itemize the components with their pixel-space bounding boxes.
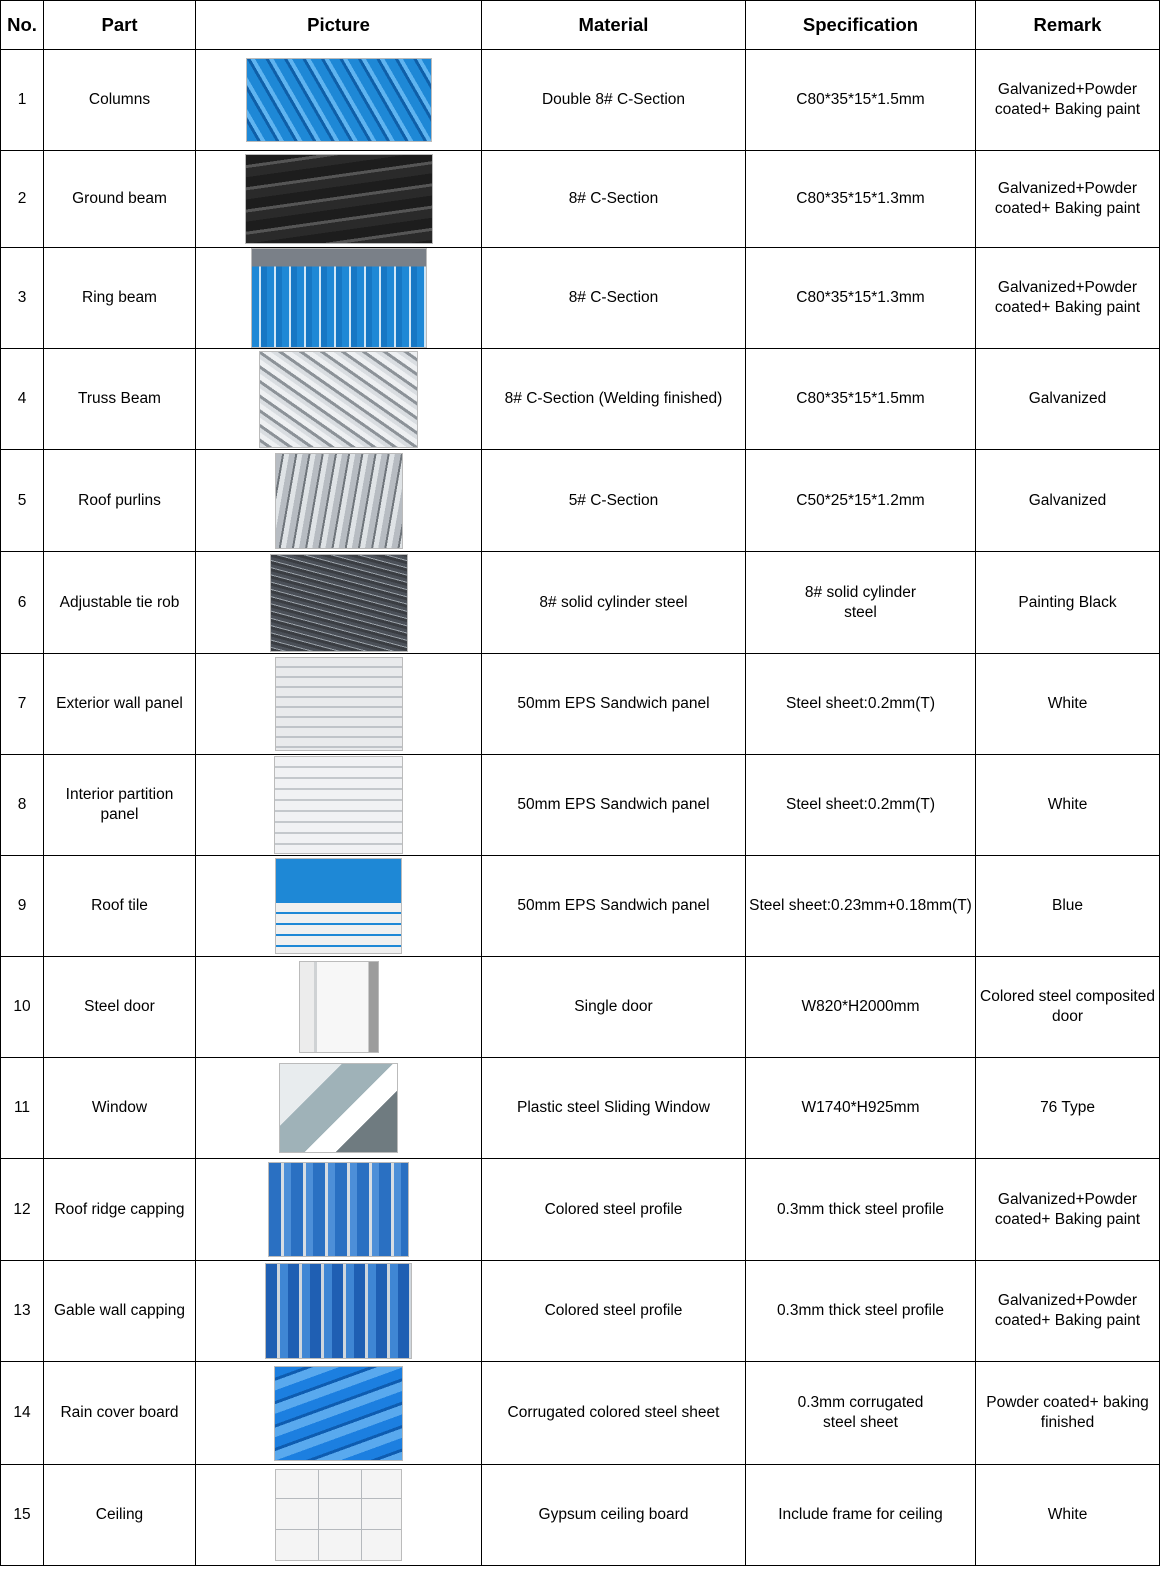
row-no: 5 bbox=[1, 450, 44, 552]
row-specification: Steel sheet:0.23mm+0.18mm(T) bbox=[746, 856, 976, 957]
row-picture bbox=[196, 450, 482, 552]
row-remark: Galvanized+Powder coated+ Baking paint bbox=[976, 50, 1160, 151]
table-row bbox=[1, 957, 1160, 1058]
row-part: Columns bbox=[44, 50, 196, 151]
row-specification: 0.3mm corrugated steel sheet bbox=[746, 1362, 976, 1465]
white-sandwich-panel-photo bbox=[275, 657, 403, 751]
table-row bbox=[1, 50, 1160, 151]
row-no: 2 bbox=[1, 151, 44, 248]
row-no: 10 bbox=[1, 957, 44, 1058]
table-row bbox=[1, 349, 1160, 450]
row-remark: Galvanized+Powder coated+ Baking paint bbox=[976, 1261, 1160, 1362]
row-no: 15 bbox=[1, 1465, 44, 1566]
row-picture bbox=[196, 349, 482, 450]
row-picture bbox=[196, 856, 482, 957]
row-remark: Powder coated+ baking finished bbox=[976, 1362, 1160, 1465]
row-specification: Steel sheet:0.2mm(T) bbox=[746, 755, 976, 856]
row-material: 8# C-Section (Welding finished) bbox=[482, 349, 746, 450]
ridge-capping-profile-photo bbox=[268, 1162, 409, 1257]
row-material: Plastic steel Sliding Window bbox=[482, 1058, 746, 1159]
table-row bbox=[1, 1362, 1160, 1465]
table-body bbox=[1, 50, 1160, 1566]
row-part: Interior partition panel bbox=[44, 755, 196, 856]
header-no: No. bbox=[1, 1, 44, 50]
black-tie-rods-photo bbox=[270, 554, 408, 652]
row-part: Gable wall capping bbox=[44, 1261, 196, 1362]
row-remark: Painting Black bbox=[976, 552, 1160, 654]
row-no: 11 bbox=[1, 1058, 44, 1159]
table-row bbox=[1, 248, 1160, 349]
row-specification: W1740*H925mm bbox=[746, 1058, 976, 1159]
row-picture bbox=[196, 248, 482, 349]
table-row bbox=[1, 1465, 1160, 1566]
row-remark: Galvanized+Powder coated+ Baking paint bbox=[976, 1159, 1160, 1261]
row-picture bbox=[196, 552, 482, 654]
table-row bbox=[1, 654, 1160, 755]
row-specification: 0.3mm thick steel profile bbox=[746, 1159, 976, 1261]
blue-roof-tile-photo bbox=[275, 858, 402, 954]
row-material: Single door bbox=[482, 957, 746, 1058]
row-remark: Galvanized bbox=[976, 349, 1160, 450]
table-row bbox=[1, 755, 1160, 856]
row-remark: White bbox=[976, 755, 1160, 856]
row-no: 3 bbox=[1, 248, 44, 349]
row-part: Roof purlins bbox=[44, 450, 196, 552]
table-row bbox=[1, 552, 1160, 654]
row-material: Colored steel profile bbox=[482, 1261, 746, 1362]
row-no: 9 bbox=[1, 856, 44, 957]
table-row bbox=[1, 151, 1160, 248]
row-part: Steel door bbox=[44, 957, 196, 1058]
row-remark: 76 Type bbox=[976, 1058, 1160, 1159]
row-material: Corrugated colored steel sheet bbox=[482, 1362, 746, 1465]
row-picture bbox=[196, 1058, 482, 1159]
blue-corrugated-sheet-photo bbox=[274, 1366, 403, 1461]
row-material: 8# C-Section bbox=[482, 151, 746, 248]
header-part: Part bbox=[44, 1, 196, 50]
blue-c-section-columns-photo bbox=[246, 58, 432, 142]
row-specification: C80*35*15*1.5mm bbox=[746, 349, 976, 450]
row-material: Colored steel profile bbox=[482, 1159, 746, 1261]
row-material: 5# C-Section bbox=[482, 450, 746, 552]
row-specification: 8# solid cylinder steel bbox=[746, 552, 976, 654]
row-specification: C50*25*15*1.2mm bbox=[746, 450, 976, 552]
row-remark: Blue bbox=[976, 856, 1160, 957]
black-ground-beam-photo bbox=[245, 154, 433, 244]
row-no: 14 bbox=[1, 1362, 44, 1465]
row-material: 8# solid cylinder steel bbox=[482, 552, 746, 654]
row-remark: Galvanized+Powder coated+ Baking paint bbox=[976, 151, 1160, 248]
row-part: Adjustable tie rob bbox=[44, 552, 196, 654]
row-no: 1 bbox=[1, 50, 44, 151]
row-no: 6 bbox=[1, 552, 44, 654]
white-steel-door-photo bbox=[299, 961, 379, 1053]
row-remark: Galvanized+Powder coated+ Baking paint bbox=[976, 248, 1160, 349]
row-part: Window bbox=[44, 1058, 196, 1159]
header-specification: Specification bbox=[746, 1, 976, 50]
row-part: Truss Beam bbox=[44, 349, 196, 450]
row-no: 7 bbox=[1, 654, 44, 755]
row-no: 13 bbox=[1, 1261, 44, 1362]
gypsum-ceiling-photo bbox=[275, 1469, 402, 1561]
table-row bbox=[1, 450, 1160, 552]
header-row bbox=[1, 1, 1160, 50]
row-material: 50mm EPS Sandwich panel bbox=[482, 654, 746, 755]
row-material: Gypsum ceiling board bbox=[482, 1465, 746, 1566]
row-specification: 0.3mm thick steel profile bbox=[746, 1261, 976, 1362]
row-picture bbox=[196, 1465, 482, 1566]
header-picture: Picture bbox=[196, 1, 482, 50]
row-picture bbox=[196, 755, 482, 856]
row-material: 50mm EPS Sandwich panel bbox=[482, 755, 746, 856]
sliding-window-photo bbox=[279, 1063, 398, 1153]
row-remark: Galvanized bbox=[976, 450, 1160, 552]
row-specification: C80*35*15*1.3mm bbox=[746, 151, 976, 248]
header-material: Material bbox=[482, 1, 746, 50]
table-row bbox=[1, 1058, 1160, 1159]
row-picture bbox=[196, 957, 482, 1058]
row-specification: Steel sheet:0.2mm(T) bbox=[746, 654, 976, 755]
gable-capping-profile-photo bbox=[265, 1263, 412, 1359]
row-picture bbox=[196, 50, 482, 151]
row-part: Exterior wall panel bbox=[44, 654, 196, 755]
table-row bbox=[1, 856, 1160, 957]
row-specification: W820*H2000mm bbox=[746, 957, 976, 1058]
header-remark: Remark bbox=[976, 1, 1160, 50]
row-part: Ground beam bbox=[44, 151, 196, 248]
row-part: Rain cover board bbox=[44, 1362, 196, 1465]
galvanized-truss-beam-photo bbox=[259, 351, 418, 448]
row-picture bbox=[196, 1362, 482, 1465]
row-material: Double 8# C-Section bbox=[482, 50, 746, 151]
row-picture bbox=[196, 1261, 482, 1362]
row-part: Ring beam bbox=[44, 248, 196, 349]
row-specification: Include frame for ceiling bbox=[746, 1465, 976, 1566]
row-material: 50mm EPS Sandwich panel bbox=[482, 856, 746, 957]
row-remark: Colored steel composited door bbox=[976, 957, 1160, 1058]
galvanized-purlins-photo bbox=[275, 453, 403, 549]
row-picture bbox=[196, 1159, 482, 1261]
white-partition-panel-photo bbox=[274, 756, 403, 854]
row-part: Ceiling bbox=[44, 1465, 196, 1566]
row-no: 12 bbox=[1, 1159, 44, 1261]
row-material: 8# C-Section bbox=[482, 248, 746, 349]
row-part: Roof tile bbox=[44, 856, 196, 957]
row-no: 8 bbox=[1, 755, 44, 856]
row-no: 4 bbox=[1, 349, 44, 450]
row-specification: C80*35*15*1.3mm bbox=[746, 248, 976, 349]
row-remark: White bbox=[976, 1465, 1160, 1566]
row-picture bbox=[196, 654, 482, 755]
blue-ring-beam-photo bbox=[251, 248, 427, 348]
row-picture bbox=[196, 151, 482, 248]
row-remark: White bbox=[976, 654, 1160, 755]
row-specification: C80*35*15*1.5mm bbox=[746, 50, 976, 151]
table-row bbox=[1, 1159, 1160, 1261]
row-part: Roof ridge capping bbox=[44, 1159, 196, 1261]
table-row bbox=[1, 1261, 1160, 1362]
